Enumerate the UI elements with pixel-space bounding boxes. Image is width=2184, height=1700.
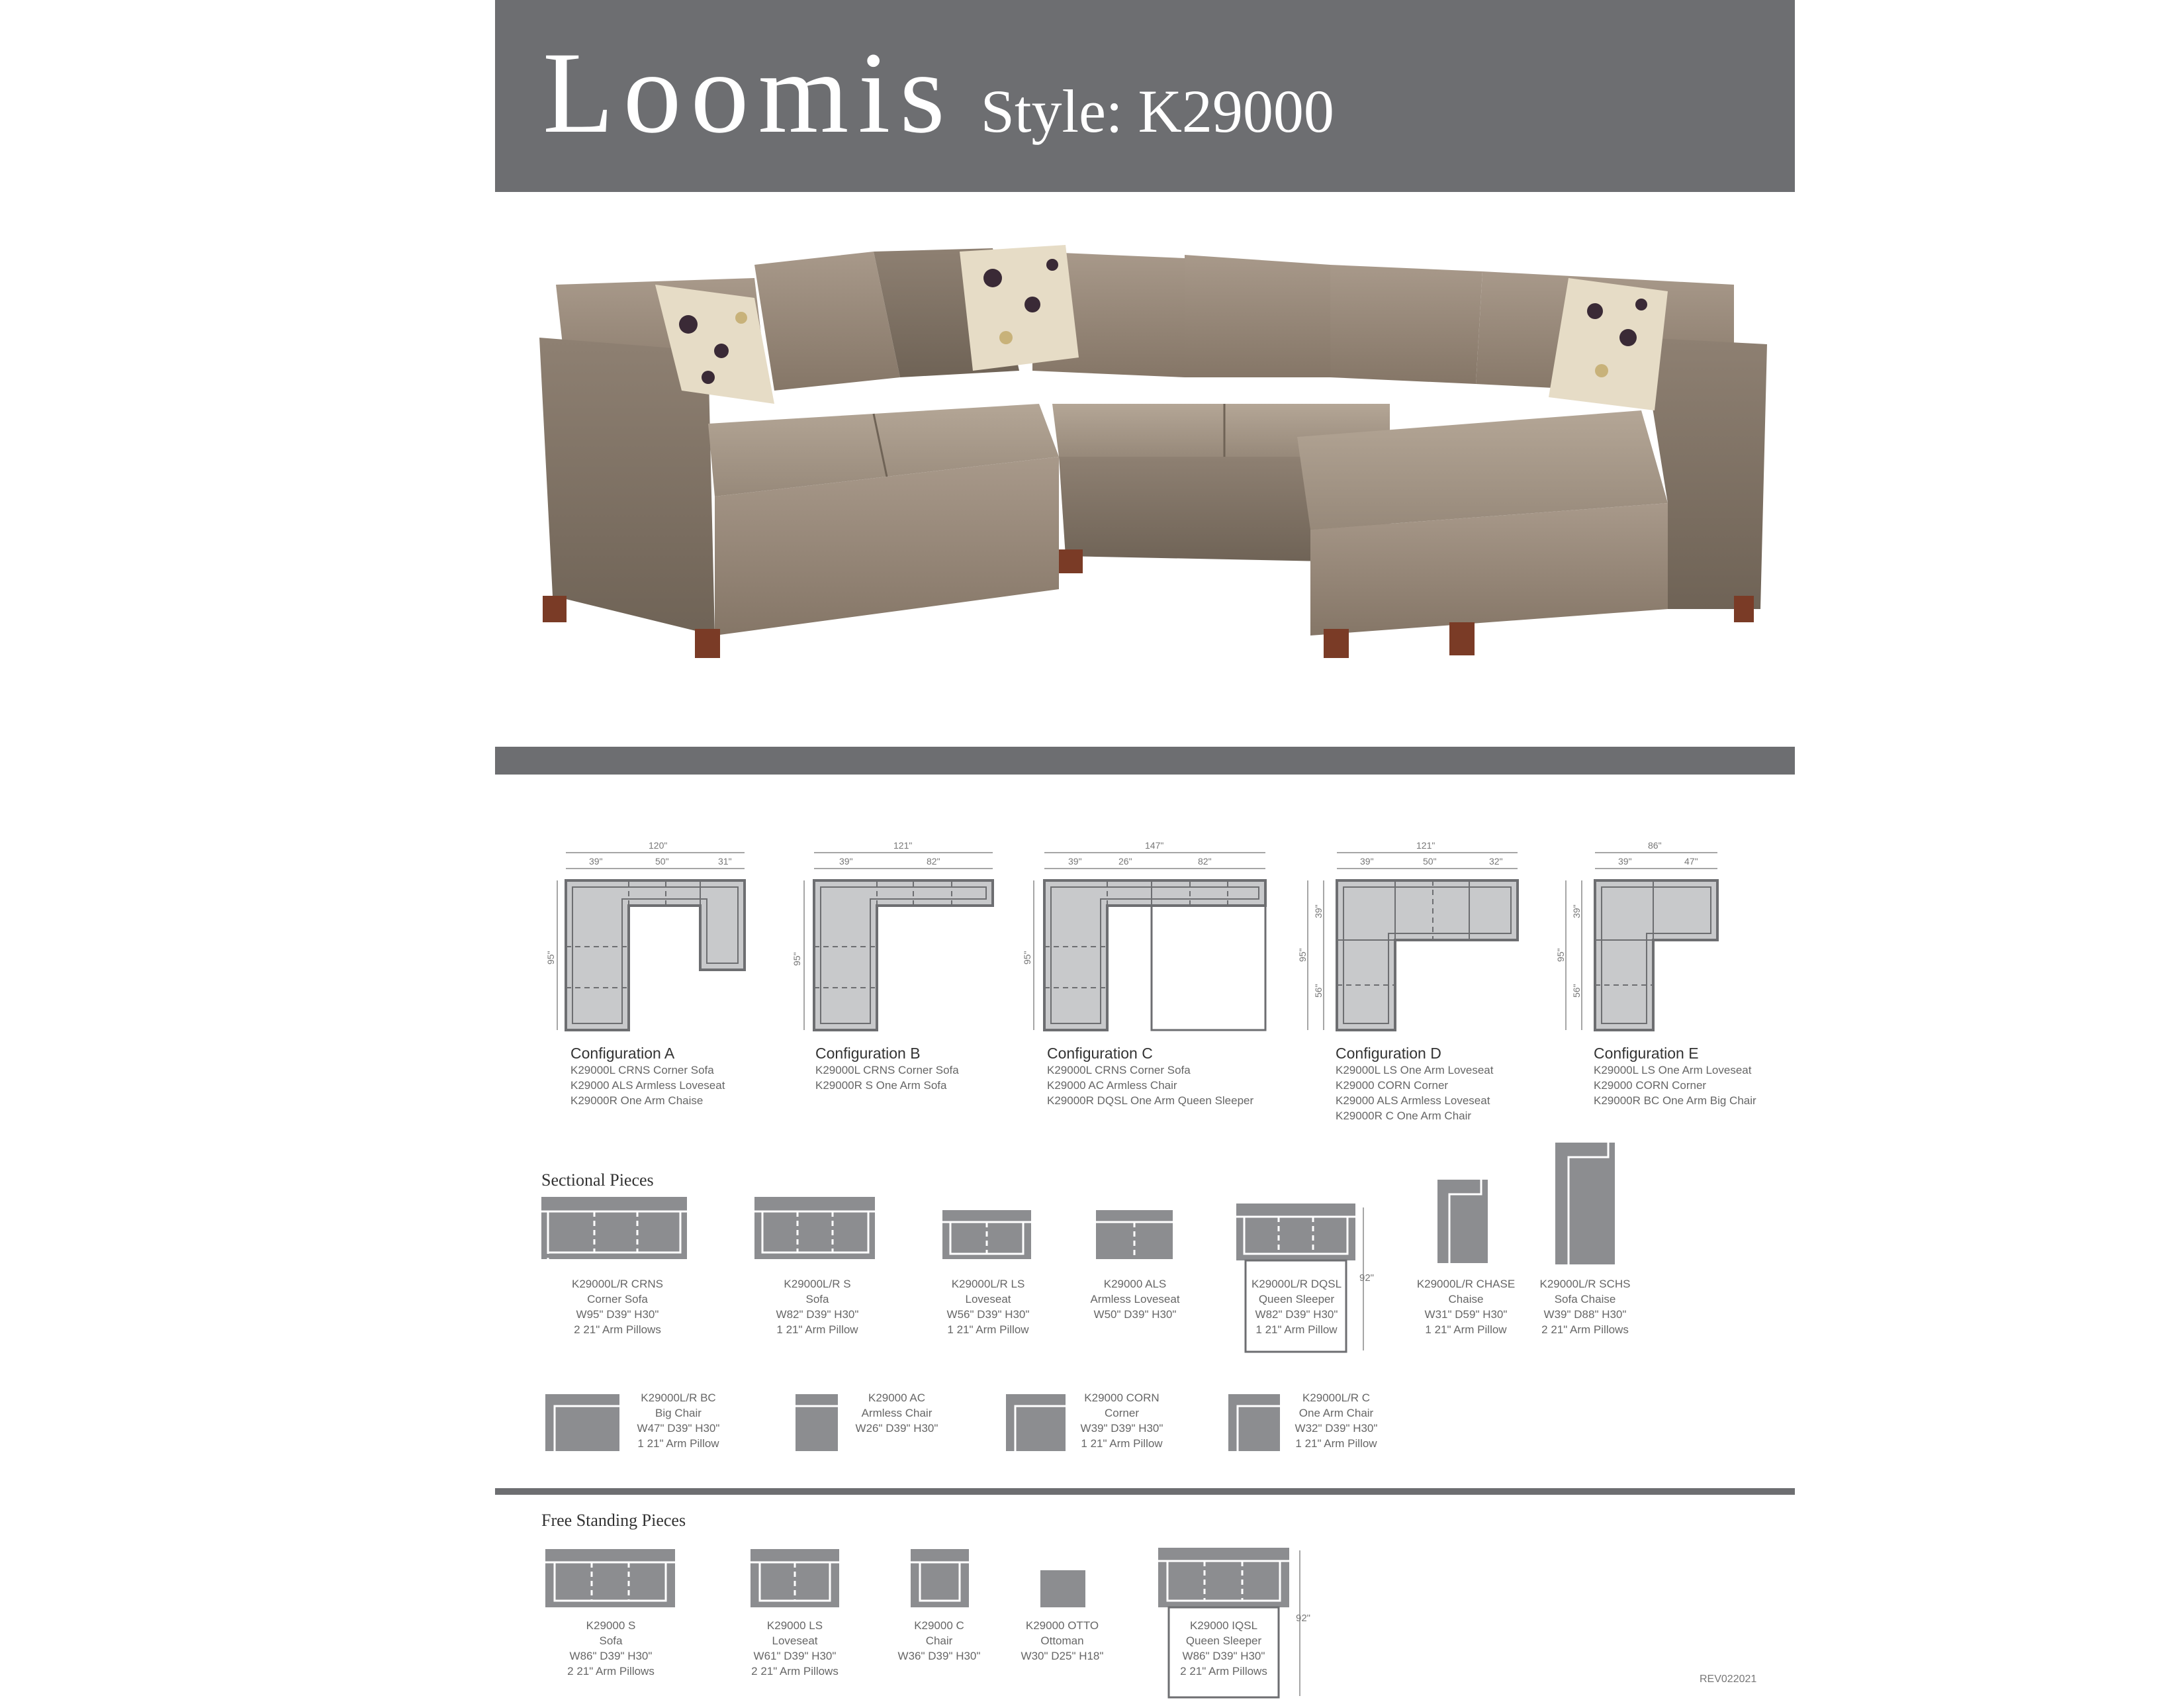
piece-big-chair <box>629 1390 728 1451</box>
piece-chaise <box>1416 1276 1516 1337</box>
piece-line: W31" D59" H30" <box>1424 1308 1508 1321</box>
piece-line: K29000 OTTO <box>1025 1619 1099 1632</box>
piece-line: 1 21" Arm Pillow <box>637 1437 719 1450</box>
configuration-line: K29000R BC One Arm Big Chair <box>1594 1094 1756 1107</box>
svg-text:31": 31" <box>718 856 732 867</box>
piece-line: W36" D39" H30" <box>897 1650 981 1662</box>
configuration-title: Configuration A <box>570 1045 675 1062</box>
svg-text:39": 39" <box>1360 856 1374 867</box>
piece-line: K29000 CORN <box>1084 1392 1160 1404</box>
sectional-pieces-heading: Sectional Pieces <box>541 1170 654 1190</box>
free-chair-icon <box>911 1549 970 1610</box>
chaise-icon <box>1437 1180 1488 1266</box>
piece-line: Sofa Chaise <box>1554 1293 1616 1305</box>
configuration-e-plan <box>1555 841 1727 1039</box>
armless-chair-icon <box>796 1394 839 1454</box>
armless-loveseat-icon <box>1096 1210 1173 1263</box>
piece-line: W86" D39" H30" <box>1182 1650 1265 1662</box>
piece-line: K29000L/R LS <box>951 1278 1025 1290</box>
configuration-line: K29000L CRNS Corner Sofa <box>1047 1064 1191 1076</box>
piece-line: Ottoman <box>1040 1634 1084 1647</box>
header-banner <box>495 0 1795 192</box>
svg-text:56": 56" <box>1313 984 1324 998</box>
configuration-line: K29000 CORN Corner <box>1336 1079 1449 1092</box>
piece-line: Chair <box>925 1634 953 1647</box>
configuration-c <box>1047 1045 1253 1108</box>
piece-corner <box>1072 1390 1171 1451</box>
piece-line: W26" D39" H30" <box>855 1422 938 1435</box>
piece-one-arm-chair <box>1287 1390 1386 1451</box>
svg-text:95": 95" <box>1022 951 1032 965</box>
piece-line: W61" D39" H30" <box>753 1650 837 1662</box>
big-chair-icon <box>545 1394 619 1454</box>
configuration-a-plan <box>543 841 754 1039</box>
piece-line: W39" D88" H30" <box>1543 1308 1627 1321</box>
svg-text:39": 39" <box>1068 856 1082 867</box>
configuration-line: K29000L CRNS Corner Sofa <box>570 1064 714 1076</box>
configuration-title: Configuration B <box>815 1045 921 1062</box>
piece-line: Sofa <box>805 1293 829 1305</box>
piece-line: 1 21" Arm Pillow <box>776 1323 858 1336</box>
piece-line: K29000L/R CHASE <box>1416 1278 1516 1290</box>
svg-text:39": 39" <box>589 856 603 867</box>
brand-title <box>543 26 1334 160</box>
revision-code: REV022021 <box>1700 1674 1757 1685</box>
piece-line: Queen Sleeper <box>1258 1293 1335 1305</box>
piece-sofa-chaise <box>1535 1276 1635 1337</box>
svg-text:82": 82" <box>1198 856 1212 867</box>
piece-line: K29000 LS <box>766 1619 823 1632</box>
svg-text:147": 147" <box>1145 841 1164 851</box>
piece-line: W95" D39" H30" <box>576 1308 659 1321</box>
collection-name: Loomis <box>543 28 954 158</box>
configuration-line: K29000 AC Armless Chair <box>1047 1079 1177 1092</box>
piece-line: W50" D39" H30" <box>1093 1308 1177 1321</box>
configuration-e <box>1594 1045 1756 1108</box>
piece-line: Chaise <box>1448 1293 1484 1305</box>
piece-loveseat <box>938 1276 1038 1337</box>
piece-line: 2 21" Arm Pillows <box>751 1665 839 1677</box>
sofa-chaise-icon <box>1555 1143 1615 1266</box>
piece-queen-sleeper <box>1247 1276 1346 1337</box>
svg-text:39": 39" <box>839 856 853 867</box>
piece-line: Corner <box>1105 1407 1139 1419</box>
free-piece-loveseat <box>745 1618 844 1679</box>
svg-text:50": 50" <box>1423 856 1437 867</box>
piece-line: W82" D39" H30" <box>1255 1308 1338 1321</box>
sofa-icon <box>754 1197 875 1263</box>
svg-text:95": 95" <box>1297 948 1308 962</box>
piece-line: 2 21" Arm Pillows <box>574 1323 661 1336</box>
section-divider-bottom <box>495 1488 1795 1495</box>
svg-text:56": 56" <box>1571 984 1582 998</box>
configuration-d-plan <box>1297 841 1529 1039</box>
configuration-line: K29000 CORN Corner <box>1594 1079 1707 1092</box>
svg-text:39": 39" <box>1571 904 1582 918</box>
piece-line: Armless Loveseat <box>1090 1293 1180 1305</box>
piece-line: 1 21" Arm Pillow <box>1425 1323 1507 1336</box>
loveseat-icon <box>942 1210 1031 1263</box>
piece-line: One Arm Chair <box>1298 1407 1374 1419</box>
svg-text:95": 95" <box>1555 948 1566 962</box>
configuration-title: Configuration E <box>1594 1045 1699 1062</box>
svg-text:39": 39" <box>1313 904 1324 918</box>
piece-sofa <box>768 1276 867 1337</box>
piece-line: K29000 AC <box>868 1392 925 1404</box>
corner-sofa-icon <box>541 1197 687 1263</box>
corner-icon <box>1006 1394 1067 1454</box>
accent-pillow-middle <box>960 245 1079 371</box>
one-arm-chair-icon <box>1228 1394 1281 1454</box>
svg-text:120": 120" <box>649 841 668 851</box>
piece-line: 1 21" Arm Pillow <box>1081 1437 1163 1450</box>
queen-sleeper-depth: 92" <box>1359 1272 1375 1284</box>
piece-armless-loveseat <box>1085 1276 1185 1322</box>
piece-line: 1 21" Arm Pillow <box>947 1323 1029 1336</box>
free-piece-sofa <box>561 1618 660 1679</box>
configuration-line: K29000 ALS Armless Loveseat <box>1336 1094 1490 1107</box>
piece-line: K29000 S <box>586 1619 636 1632</box>
svg-text:121": 121" <box>893 841 913 851</box>
piece-line: Big Chair <box>655 1407 702 1419</box>
svg-text:86": 86" <box>1648 841 1662 851</box>
piece-line: 2 21" Arm Pillows <box>567 1665 655 1677</box>
piece-line: W32" D39" H30" <box>1295 1422 1378 1435</box>
configuration-line: K29000R S One Arm Sofa <box>815 1079 947 1092</box>
free-piece-ottoman <box>1013 1618 1112 1664</box>
configuration-title: Configuration C <box>1047 1045 1153 1062</box>
piece-line: W86" D39" H30" <box>569 1650 653 1662</box>
piece-line: K29000 ALS <box>1103 1278 1167 1290</box>
piece-line: 2 21" Arm Pillows <box>1541 1323 1629 1336</box>
piece-line: K29000 IQSL <box>1189 1619 1258 1632</box>
configuration-line: K29000L LS One Arm Loveseat <box>1336 1064 1494 1076</box>
configuration-c-plan <box>1019 841 1271 1039</box>
piece-line: Sofa <box>599 1634 623 1647</box>
piece-line: Armless Chair <box>861 1407 933 1419</box>
section-divider-top <box>495 747 1795 775</box>
configuration-d <box>1336 1045 1493 1123</box>
piece-line: K29000L/R DQSL <box>1251 1278 1342 1290</box>
piece-line: 1 21" Arm Pillow <box>1255 1323 1338 1336</box>
svg-text:121": 121" <box>1416 841 1435 851</box>
configuration-line: K29000L CRNS Corner Sofa <box>815 1064 959 1076</box>
piece-line: 2 21" Arm Pillows <box>1180 1665 1267 1677</box>
piece-line: K29000L/R CRNS <box>572 1278 663 1290</box>
svg-text:82": 82" <box>927 856 940 867</box>
piece-corner-sofa <box>568 1276 667 1337</box>
svg-text:95": 95" <box>545 951 556 965</box>
piece-line: 1 21" Arm Pillow <box>1295 1437 1377 1450</box>
piece-line: K29000L/R S <box>784 1278 851 1290</box>
configuration-a <box>570 1045 725 1108</box>
svg-text:39": 39" <box>1618 856 1632 867</box>
configuration-line: K29000L LS One Arm Loveseat <box>1594 1064 1752 1076</box>
piece-line: K29000L/R C <box>1302 1392 1371 1404</box>
piece-line: W56" D39" H30" <box>946 1308 1030 1321</box>
free-piece-chair <box>889 1618 989 1664</box>
piece-line: Loveseat <box>965 1293 1011 1305</box>
svg-text:32": 32" <box>1489 856 1503 867</box>
piece-line: K29000 C <box>914 1619 964 1632</box>
configuration-line: K29000 ALS Armless Loveseat <box>570 1079 725 1092</box>
piece-line: W39" D39" H30" <box>1080 1422 1163 1435</box>
svg-text:50": 50" <box>655 856 669 867</box>
piece-line: W82" D39" H30" <box>776 1308 859 1321</box>
ottoman-icon <box>1040 1570 1087 1609</box>
free-sofa-icon <box>545 1549 678 1610</box>
configuration-line: K29000R One Arm Chaise <box>570 1094 704 1107</box>
configuration-b-plan <box>788 841 999 1039</box>
free-queen-sleeper-depth: 92" <box>1296 1613 1311 1624</box>
piece-line: Loveseat <box>772 1634 818 1647</box>
svg-text:47": 47" <box>1684 856 1698 867</box>
free-piece-queen-sleeper <box>1174 1618 1273 1679</box>
configuration-b <box>815 1045 959 1093</box>
free-standing-heading: Free Standing Pieces <box>541 1511 686 1530</box>
accent-pillow-right <box>1549 278 1668 410</box>
piece-line: W30" D25" H18" <box>1021 1650 1104 1662</box>
svg-text:26": 26" <box>1118 856 1132 867</box>
piece-line: K29000L/R SCHS <box>1539 1278 1631 1290</box>
style-number: Style: K29000 <box>980 77 1334 145</box>
configuration-title: Configuration D <box>1336 1045 1441 1062</box>
svg-text:95": 95" <box>792 952 802 966</box>
free-loveseat-icon <box>751 1549 841 1610</box>
sectional-sofa-photo <box>529 238 1774 662</box>
piece-line: Corner Sofa <box>587 1293 648 1305</box>
piece-line: K29000L/R BC <box>641 1392 716 1404</box>
piece-line: Queen Sleeper <box>1185 1634 1262 1647</box>
configuration-line: K29000R DQSL One Arm Queen Sleeper <box>1047 1094 1254 1107</box>
piece-line: W47" D39" H30" <box>637 1422 720 1435</box>
configuration-line: K29000R C One Arm Chair <box>1336 1110 1472 1122</box>
piece-armless-chair <box>847 1390 946 1436</box>
